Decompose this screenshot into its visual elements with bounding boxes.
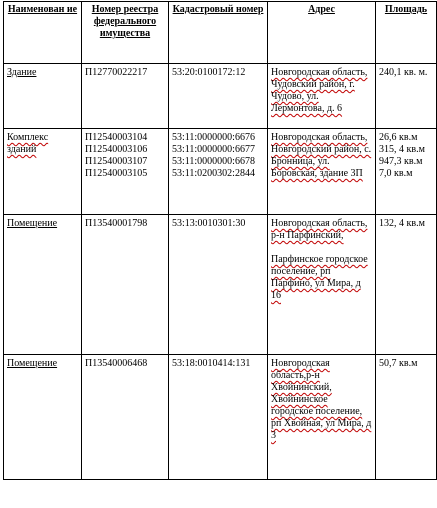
address-text: Новгородская область, Новгородский район, с. Бронница, ул. Боровская, здание 3П (271, 132, 372, 179)
area-value: 240,1 кв. м. (379, 67, 428, 78)
area-value: 7,0 кв.м (379, 168, 413, 179)
cadastral-number: 53:11:0000000:6678 (172, 156, 255, 167)
cadastral-number: 53:11:0000000:6676 (172, 132, 255, 143)
cadastral-number: 53:18:0010414:131 (172, 358, 251, 369)
address-text: Новгородская область, р-н Парфинский, (271, 218, 368, 241)
cadastral-number: 53:11:0200302:2844 (172, 168, 255, 179)
header-registry: Номер реестра федерального имущества (82, 2, 169, 64)
area-value: 26,6 кв.м (379, 132, 418, 143)
area-value: 315, 4 кв.м (379, 144, 425, 155)
table-row (4, 355, 437, 480)
address-text: Новгородская область, Чудовский район, г. Чудово, ул. Лермонтова, д. 6 (271, 67, 368, 114)
cadastral-number: 53:20:0100172:12 (172, 67, 246, 78)
registry-number: П12540003104 (85, 132, 148, 143)
header-address: Адрес (268, 2, 376, 64)
registry-number: П12540003107 (85, 156, 148, 167)
area-value: 947,3 кв.м (379, 156, 423, 167)
registry-number: П12540003106 (85, 144, 148, 155)
header-area: Площадь (376, 2, 437, 64)
area-value: 132, 4 кв.м (379, 218, 425, 229)
header-row (4, 2, 437, 64)
header-cadastral: Кадастровый номер (169, 2, 268, 64)
object-name: Здание (7, 67, 37, 78)
header-name: Наименован ие (4, 2, 82, 64)
registry-number: П12770022217 (85, 67, 148, 78)
table-row (4, 215, 437, 355)
cadastral-number: 53:13:0010301:30 (172, 218, 246, 229)
registry-number: П13540006468 (85, 358, 148, 369)
object-name: Помещение (7, 358, 58, 369)
cadastral-number: 53:11:0000000:6677 (172, 144, 255, 155)
registry-number: П13540001798 (85, 218, 148, 229)
address-text: Парфинское городское поселение, рп Парфино, ул Мира, д 16 (271, 254, 368, 301)
address-text: Новгородская область,р-н Хвойнинский, Хвойнинское городское поселение, рп Хвойная, ул Мира, д 3 (271, 358, 372, 441)
registry-number: П12540003105 (85, 168, 148, 179)
object-name: Помещение (7, 218, 58, 229)
object-name: Комплекс зданий (7, 132, 49, 155)
area-value: 50,7 кв.м (379, 358, 418, 369)
table-row (4, 64, 437, 129)
property-table (3, 1, 437, 480)
table-row (4, 129, 437, 215)
